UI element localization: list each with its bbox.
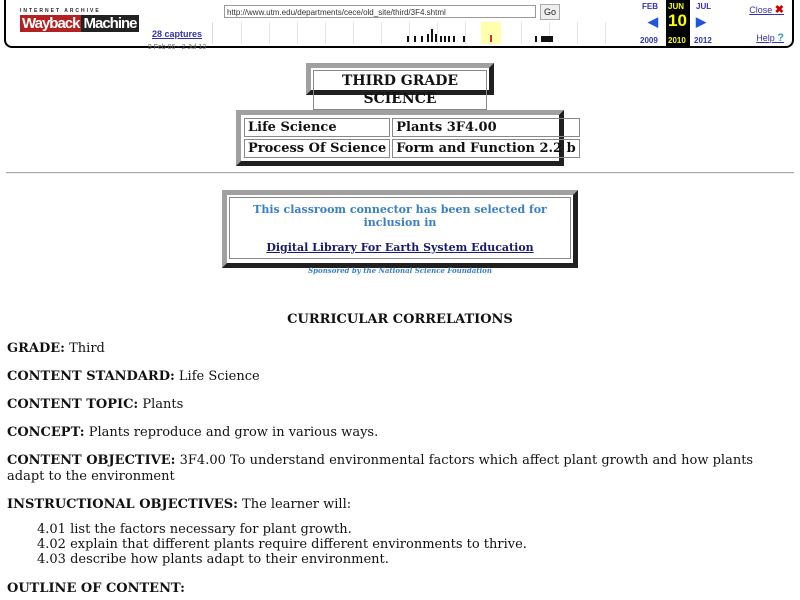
logo-machine: Machine [83, 15, 137, 32]
content-standard-field [7, 369, 260, 385]
divider [6, 172, 794, 174]
help-button[interactable] [756, 32, 784, 44]
help-label[interactable]: Help [756, 33, 775, 43]
field-label: CONTENT STANDARD: [7, 369, 175, 384]
close-icon[interactable]: ✖ [774, 4, 784, 16]
next-month[interactable]: JUL [696, 2, 712, 11]
wayback-toolbar [4, 0, 794, 51]
close-label[interactable]: Close [749, 5, 773, 15]
wayback-logo[interactable] [20, 8, 137, 32]
section-heading: CURRICULAR CORRELATIONS [287, 312, 513, 327]
prev-month[interactable]: FEB [642, 2, 658, 11]
captures-link[interactable]: 28 captures [151, 29, 203, 39]
current-day: 10 [668, 11, 687, 30]
go-button[interactable]: Go [540, 4, 560, 20]
next-year[interactable]: 2012 [694, 36, 712, 45]
field-value: Plants reproduce and grow in various ways. [84, 425, 379, 440]
current-month: JUN [668, 2, 685, 11]
next-capture-arrow-icon[interactable]: ▶ [696, 14, 706, 29]
page-title-box [306, 63, 494, 107]
current-year: 2010 [668, 36, 686, 45]
list-item: 4.02 explain that different plants require different environments to thrive. [37, 537, 527, 552]
captures-info [146, 24, 208, 51]
dlese-intro: This classroom connector has been selected for inclusion in [253, 203, 547, 229]
objectives-list [37, 522, 527, 567]
close-button[interactable] [749, 3, 784, 16]
outline-field [7, 581, 185, 597]
content-objective-field [7, 453, 787, 485]
table-row [244, 139, 580, 158]
field-label: CONCEPT: [7, 425, 85, 440]
field-label: INSTRUCTIONAL OBJECTIVES: [7, 497, 238, 512]
info-table [236, 110, 576, 166]
instructional-objectives-field [7, 497, 351, 513]
table-cell: Process Of Science [244, 139, 390, 158]
table-cell: Form and Function 2.2 b [392, 139, 579, 158]
list-item: 4.01 list the factors necessary for plant growth. [37, 522, 352, 537]
capture-timeline[interactable] [212, 22, 633, 44]
dlese-banner [222, 190, 578, 275]
current-capture-marker [490, 35, 492, 42]
url-input[interactable]: http://www.utm.edu/departments/cece/old_site/third/3F4.shtml [224, 5, 536, 18]
field-value: Third [64, 341, 105, 356]
field-value: Plants [138, 397, 184, 412]
list-item: 4.03 describe how plants adapt to their environment. [37, 552, 389, 567]
prev-year[interactable]: 2009 [640, 36, 658, 45]
dlese-link[interactable]: Digital Library For Earth System Education [266, 241, 534, 254]
table-cell: Plants 3F4.00 [392, 118, 579, 137]
logo-wayback: Wayback [22, 15, 80, 32]
grade-field [7, 341, 105, 357]
current-capture-date [666, 0, 690, 46]
dlese-sponsor: Sponsored by the National Science Foundation [308, 266, 492, 275]
concept-field [7, 425, 378, 441]
capture-calendar [636, 0, 716, 46]
internet-archive-label: INTERNET ARCHIVE [20, 8, 101, 14]
field-value: 3F4.00 To understand environmental factors which affect plant growth and how plants adapt to the environment [7, 453, 754, 484]
field-label: GRADE: [7, 341, 65, 356]
content-topic-field [7, 397, 183, 413]
field-value: Life Science [174, 369, 260, 384]
table-cell: Life Science [244, 118, 390, 137]
table-row [244, 118, 580, 137]
page-title: THIRD GRADE SCIENCE [313, 70, 487, 110]
prev-capture-arrow-icon[interactable]: ◀ [648, 14, 658, 29]
help-icon[interactable]: ? [777, 32, 784, 44]
field-label: CONTENT OBJECTIVE: [7, 453, 176, 468]
field-value: The learner will: [237, 497, 352, 512]
captures-range: 9 Feb 06 - 2 Jul 13 [147, 44, 207, 51]
field-label: OUTLINE OF CONTENT: [7, 581, 185, 596]
field-label: CONTENT TOPIC: [7, 397, 139, 412]
